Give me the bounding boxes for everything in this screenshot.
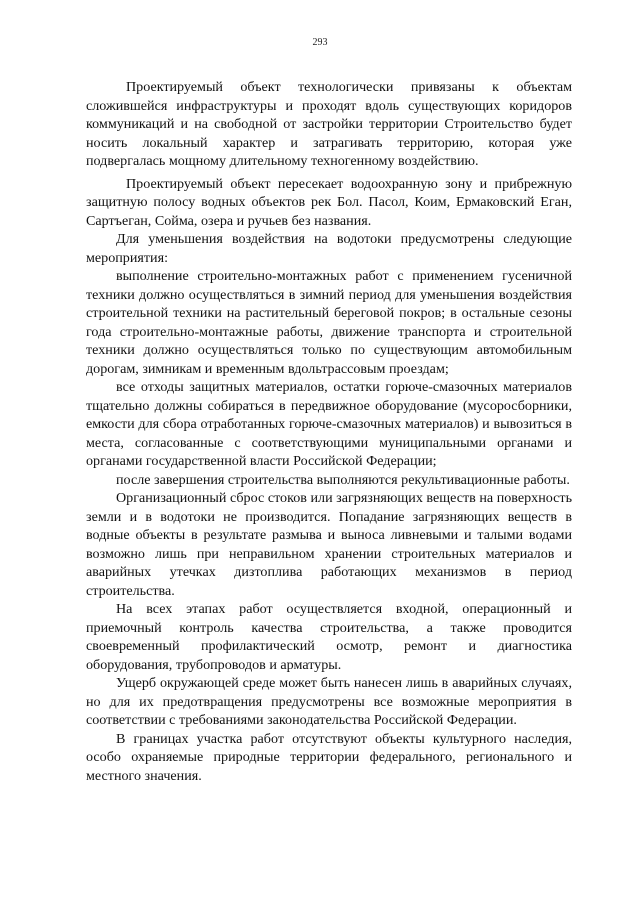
- paragraph-quality-control: На всех этапах работ осуществляется входной, операционный и приемочный контроль качества строительства, а также проводится своевременный профилактический осмотр, ремонт и диагностика оборудования, трубопроводов и арматуры.: [86, 601, 572, 673]
- list-item-recultivation: после завершения строительства выполняются рекультивационные работы.: [116, 471, 570, 488]
- document-body: [86, 78, 572, 785]
- paragraph-discharge: Организационный сброс стоков или загрязняющих веществ на поверхность земли и в водотоки не производится. Попадание загрязняющих веществ в водные объекты в результате размыва и выноса ливневыми и талыми водами возможно лишь при неправильном хранении строительных материалов и аварийных утечках дизтоплива работающих механизмов в период строительства.: [86, 490, 572, 599]
- paragraph-project-infrastructure: Проектируемый объект технологически привязаны к объектам сложившейся инфраструктуры и проходят вдоль существующих коридоров коммуникаций и на свободной от застройки территории Строительство будет носить локальный характер и затрагивать территорию, которая уже подвергалась мощному длительному техногенному воздействию.: [86, 79, 572, 169]
- paragraph-water-protection-zone: Проектируемый объект пересекает водоохранную зону и прибрежную защитную полосу водных объектов рек Бол. Пасол, Коим, Ермаковский Еган, Сартъеган, Сойма, озера и ручьев без названия.: [86, 175, 572, 229]
- paragraph-measures-intro: Для уменьшения воздействия на водотоки предусмотрены следующие мероприятия:: [86, 231, 572, 266]
- list-item-tracked-machinery: выполнение строительно-монтажных работ с применением гусеничной техники должно осуществляться в зимний период для уменьшения воздействия строительной техники на растительный береговой покров; в остальные сезоны года строительно-монтажные работы, движение транспорта и строительной техники должно осуществляться только по существующим автомобильным дорогам, зимникам и временным вдольтрассовым проездам;: [86, 268, 572, 377]
- paragraph-environmental-damage: Ущерб окружающей среде может быть нанесен лишь в аварийных случаях, но для их предотвращения предусмотрены все возможные мероприятия в соответствии с требованиями законодательства Российской Федерации.: [86, 675, 572, 728]
- list-item-waste-collection: все отходы защитных материалов, остатки горюче-смазочных материалов тщательно должны собираться в передвижное оборудование (мусоросборники, емкости для сбора отработанных горюче-смазочных материалов) и вывозиться в места, согласованные с соответствующими муниципальными органами и органами государственной власти Российской Федерации;: [86, 379, 572, 469]
- page-number: 293: [312, 37, 328, 48]
- paragraph-cultural-heritage: В границах участка работ отсутствуют объекты культурного наследия, особо охраняемые природные территории федерального, регионального и местного значения.: [86, 730, 572, 784]
